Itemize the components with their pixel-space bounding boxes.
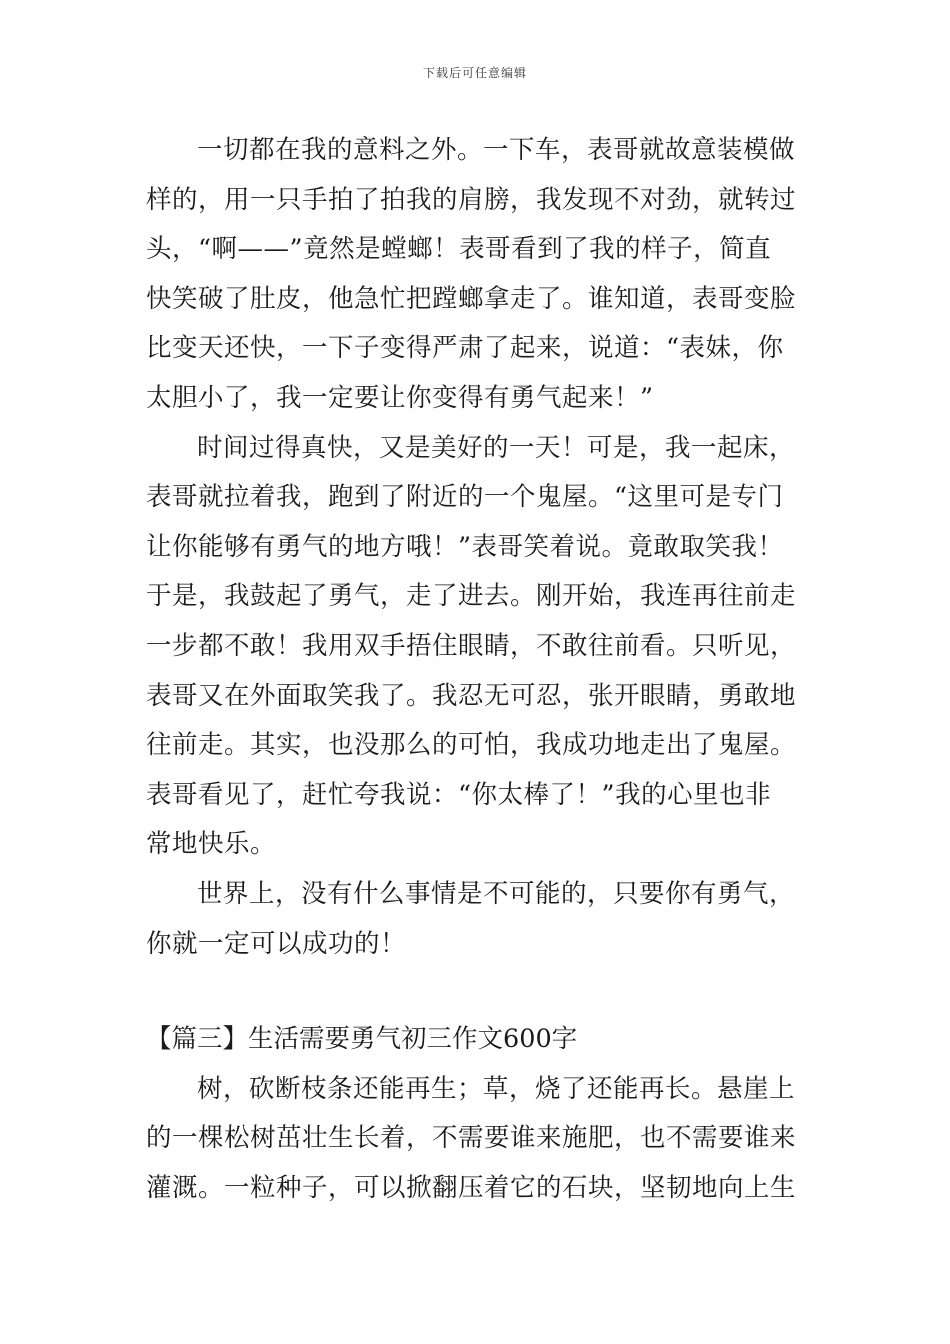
text-line: 比变天还快，一下子变得严肃了起来，说道：“表妹，你 — [146, 333, 784, 364]
text-line: 一步都不敢！我用双手捂住眼睛，不敢往前看。只听见， — [146, 630, 797, 661]
text-line: 往前走。其实，也没那么的可怕，我成功地走出了鬼屋。 — [146, 730, 797, 761]
paragraph-3 — [146, 870, 814, 969]
text-line: 头，“啊——”竟然是螳螂！表哥看到了我的样子，简直 — [146, 234, 772, 265]
section-heading: 【篇三】生活需要勇气初三作文600字 — [146, 1024, 578, 1055]
text-line: 样的，用一只手拍了拍我的肩膀，我发现不对劲，就转过 — [146, 184, 797, 215]
text-line: 常地快乐。 — [146, 829, 277, 860]
section-gap — [146, 969, 814, 1015]
text-line: 于是，我鼓起了勇气，走了进去。刚开始，我连再往前走 — [146, 581, 797, 612]
text-line: 表哥又在外面取笑我了。我忍无可忍，张开眼睛，勇敢地 — [146, 680, 797, 711]
text-line: 太胆小了，我一定要让你变得有勇气起来！” — [146, 382, 654, 413]
paragraph-1 — [146, 126, 814, 424]
text-line: 表哥看见了，赶忙夸我说：“你太棒了！”我的心里也非 — [146, 779, 772, 810]
section-paragraph — [146, 1065, 814, 1214]
document-body — [146, 126, 814, 1213]
text-line: 表哥就拉着我，跑到了附近的一个鬼屋。“这里可是专门 — [146, 482, 784, 513]
text-line: 树，砍断枝条还能再生；草，烧了还能再长。悬崖上 — [197, 1073, 796, 1104]
page-header: 下载后可任意编辑 — [422, 66, 527, 80]
text-line: 一切都在我的意料之外。一下车，表哥就故意装模做 — [197, 135, 796, 165]
text-line: 世界上，没有什么事情是不可能的，只要你有勇气， — [197, 878, 796, 909]
text-line: 让你能够有勇气的地方哦！”表哥笑着说。竟敢取笑我！ — [146, 531, 784, 562]
text-line: 的一棵松树茁壮生长着，不需要谁来施肥，也不需要谁来 — [146, 1123, 797, 1154]
text-line: 快笑破了肚皮，他急忙把蹚螂拿走了。谁知道，表哥变脸 — [146, 283, 797, 314]
text-line: 时间过得真快，又是美好的一天！可是，我一起床， — [197, 432, 796, 463]
text-line: 灌溉。一粒种子，可以掀翻压着它的石块，坚韧地向上生 — [146, 1172, 797, 1203]
text-line: 你就一定可以成功的！ — [146, 928, 407, 959]
paragraph-2 — [146, 424, 814, 870]
